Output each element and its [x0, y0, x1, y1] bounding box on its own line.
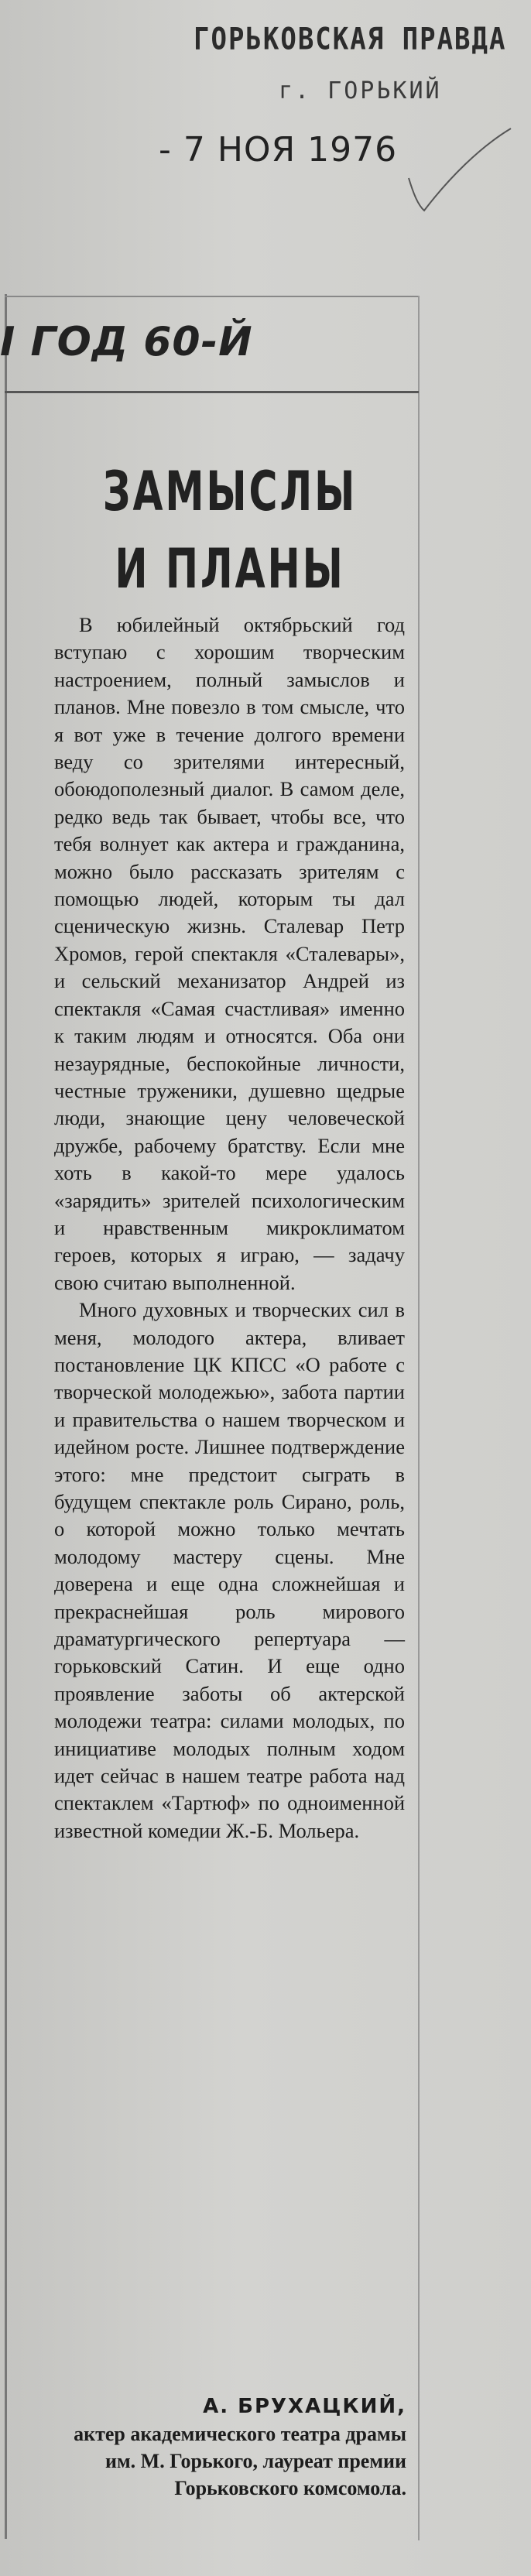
article-headline	[48, 453, 412, 608]
headline-line-2: И ПЛАНЫ	[115, 537, 345, 601]
clipping-top-edge	[5, 296, 419, 297]
article-body	[54, 611, 405, 1845]
author-title: актер академического театра драмы им. М. Горького, лауреат премии Горьковского комсомола.	[74, 2423, 406, 2499]
stamp-city: г. ГОРЬКИЙ	[279, 77, 442, 104]
headline-line-1: ЗАМЫСЛЫ	[102, 460, 358, 523]
section-kicker: I ГОД 60-Й	[0, 319, 253, 365]
clipping-left-edge	[5, 294, 7, 2539]
stamp-newspaper-name: ГОРЬКОВСКАЯ ПРАВДА	[194, 22, 507, 57]
stamp-date: - 7 НОЯ 1976	[159, 130, 398, 170]
kicker-divider	[5, 391, 419, 393]
pen-check-mark	[403, 124, 519, 217]
clipping-right-edge	[418, 296, 420, 2540]
author-signature	[54, 2393, 406, 2502]
author-name: А. БРУХАЦКИЙ,	[203, 2395, 406, 2418]
article-paragraph: Много духовных и творческих сил в меня, молодого актера, вливает постановление ЦК КПСС «О работе с творческой молодежью», забота партии и правительства о нашем творческом и идейном росте. Лишнее подтверждение этого: мне предстоит сыграть в будущем спектакле роль Сирано, роль, о которой можно только мечтать молодому мастеру сцены. Мне доверена и еще одна сложнейшая и прекраснейшая роль мирового драматургического репертуара — горьковский Сатин. И еще одно проявление заботы об актерской молодежи театра: силами молодых, по инициативе молодых полным ходом идет сейчас в нашем театре работа над спектаклем «Тартюф» по одноименной известной комедии Ж.-Б. Мольера.	[54, 1298, 405, 1842]
article-paragraph: В юбилейный октябрьский год вступаю с хорошим творческим настроением, полный замыслов и планов. Мне повезло в том смысле, что я вот уже в течение долгого времени веду со зрителями интересный, обоюдополезный диалог. В самом деле, редко ведь так бывает, чтобы все, что тебя волнует как актера и гражданина, можно было рассказать зрителям с помощью людей, которым ты дал сценическую жизнь. Сталевар Петр Хромов, герой спектакля «Сталевары», и сельский механизатор Андрей из спектакля «Самая счастливая» именно к таким людям и относятся. Оба они незаурядные, беспокойные личности, честные труженики, душевно щедрые люди, знающие цену человеческой дружбе, рабочему братству. Если мне хоть в какой-то мере удалось «зарядить» зрителей психологическим и нравственным микроклиматом героев, которых я играю, — задачу свою считаю выполненной.	[54, 613, 405, 1294]
